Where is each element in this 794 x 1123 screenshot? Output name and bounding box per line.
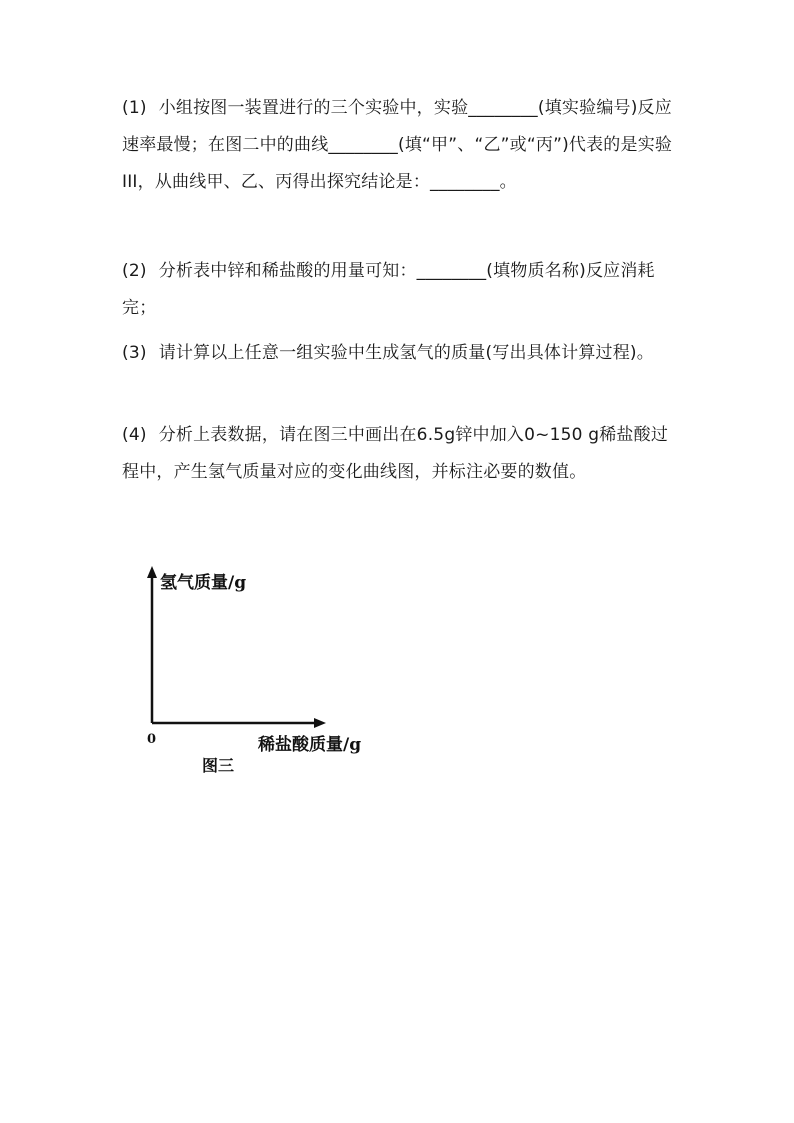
question-1 bbox=[122, 90, 682, 201]
question-text: 请计算以上任意一组实验中生成氢气的质量(写出具体计算过程)。 bbox=[158, 343, 654, 363]
question-2 bbox=[122, 253, 682, 327]
question-number: (3) bbox=[122, 343, 147, 363]
question-number: (2) bbox=[122, 261, 147, 281]
question-text: 小组按图一装置进行的三个实验中，实验________(填实验编号)反应速率最慢；在图二中的曲线________(填“甲”、“乙”或“丙”)代表的是实验III，从曲线甲、乙、丙得出探究结论是：________。 bbox=[122, 98, 673, 192]
y-axis-label: 氢气质量/g bbox=[160, 573, 247, 593]
question-4 bbox=[122, 417, 682, 491]
question-number: (1) bbox=[122, 98, 147, 118]
question-number: (4) bbox=[122, 425, 147, 445]
figure-3-blank-axes bbox=[140, 560, 400, 780]
y-axis-arrow bbox=[147, 566, 157, 578]
x-axis-arrow bbox=[314, 718, 326, 728]
origin-label: 0 bbox=[147, 732, 157, 747]
x-axis-label: 稀盐酸质量/g bbox=[258, 735, 362, 755]
question-text: 分析上表数据，请在图三中画出在6.5g锌中加入0~150 g稀盐酸过程中，产生氢气质量对应的变化曲线图，并标注必要的数值。 bbox=[122, 425, 669, 482]
question-text: 分析表中锌和稀盐酸的用量可知：________(填物质名称)反应消耗完； bbox=[122, 261, 655, 318]
figure-caption: 图三 bbox=[202, 756, 235, 775]
question-3 bbox=[122, 335, 682, 372]
